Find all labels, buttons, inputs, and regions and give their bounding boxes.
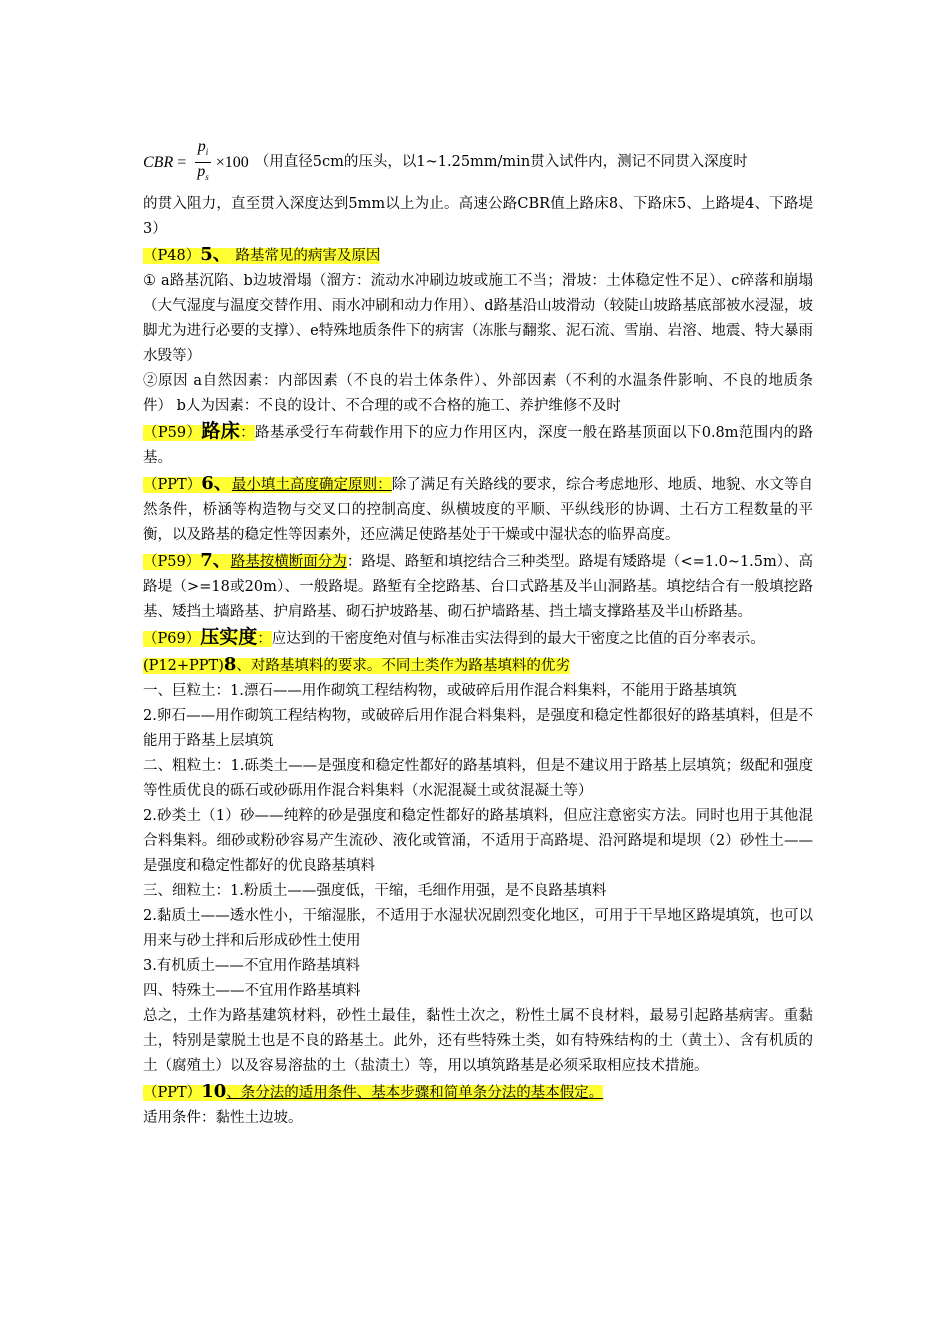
formula-description-head: （用直径5cm的压头，以1~1.25mm/min贯入试件内，测记不同贯入深度时 [254, 153, 748, 170]
section-5-ref: （P48） [143, 248, 201, 264]
section-8-number: 8 [223, 654, 237, 675]
cbr-formula [143, 138, 249, 185]
section-7-number: 7、 [200, 550, 231, 571]
section-6-title: 最小填土高度确定原则： [231, 477, 392, 493]
luchuang-text: 路基承受行车荷载作用下的应力作用区内，深度一般在路基顶面以下0.8m范围内的路基。 [143, 425, 813, 466]
section-8-line: 2.黏质土——透水性小，干缩湿胀，不适用于水湿状况剧烈变化地区，可用于干旱地区路堤填筑，也可以用来与砂土拌和后形成砂性土使用 [143, 908, 813, 949]
section-8-line: 总之，土作为路基建筑材料，砂性土最佳，黏性土次之，粉性土属不良材料，最易引起路基病害。重黏土，特别是蒙脱土也是不良的路基土。此外，还有些特殊土类，如有特殊结构的土（黄土）、含有机质的土（腐殖土）以及容易溶盐的土（盐渍土）等，用以填筑路基是必须采取相应技术措施。 [143, 1008, 813, 1074]
section-8-heading [143, 652, 813, 679]
section-8-line: 2.砂类土（1）砂——纯粹的砂是强度和稳定性都好的路基填料，但应注意密实方法。同时也用于其他混合料集料。细砂或粉砂容易产生流砂、液化或管涌，不适用于高路堤、沿河路堤和堤坝（2）砂性土——是强度和稳定性都好的优良路基填料 [143, 808, 813, 874]
document-body [143, 136, 813, 1131]
section-8-line: 四、特殊土——不宜用作路基填料 [143, 983, 361, 999]
section-5-number: 5、 [200, 244, 231, 265]
section-10-number: 10 [201, 1081, 227, 1102]
cbr-formula-line [143, 136, 813, 188]
formula-times: ×100 [215, 153, 249, 171]
section-10-title: 、条分法的适用条件、基本步骤和简单条分法的基本假定。 [226, 1085, 604, 1101]
section-5-title: 路基常见的病害及原因 [230, 248, 381, 264]
section-7-title: 路基按横断面分为 [230, 554, 347, 570]
section-10-heading [143, 1079, 813, 1106]
formula-numerator: $p_i$ [195, 138, 212, 162]
formula-denominator: $p_s$ [197, 162, 209, 182]
section-8-line: 二、粗粒土：1.砾类土——是强度和稳定性都好的路基填料，但是不建议用于路基上层填筑；级配和强度等性质优良的砾石或砂砾用作混合料集料（水泥混凝土或贫混凝土等） [143, 758, 813, 799]
section-7-text: 路堤、路堑和填挖结合三种类型。路堤有矮路堤（<=1.0~1.5m）、高路堤（>=18或20m）、一般路堤。路堑有全挖路基、台口式路基及半山洞路基。填挖结合有一般填挖路基、矮挡土墙路基、护肩路基、砌石护坡路基、砌石护墙路基、挡土墙支撑路基及半山桥路基。 [143, 554, 814, 620]
section-10-ref: （PPT） [143, 1085, 202, 1101]
section-10-text: 适用条件：黏性土边坡。 [143, 1110, 303, 1126]
formula-fraction [194, 138, 212, 185]
section-8-line: 三、细粒土：1.粉质土——强度低，干缩，毛细作用强，是不良路基填料 [143, 883, 607, 899]
section-7: （P59）7、路基按横断面分为：路堤、路堑和填挖结合三种类型。路堤有矮路堤（<=1.0~1.5m）、高路堤（>=18或20m）、一般路堤。路堑有全挖路基、台口式路基及半山洞路基。填挖结合有一般填挖路基、矮挡土墙路基、护肩路基、砌石护坡路基、砌石护墙路基、挡土墙支撑路基及半山桥路基。 [143, 550, 814, 620]
yashidu-text: 应达到的干密度绝对值与标准击实法得到的最大干密度之比值的百分率表示。 [271, 631, 765, 647]
section-8-title: 、对路基填料的要求。不同土类作为路基填料的优劣 [236, 658, 570, 674]
section-8-line: 3.有机质土——不宜用作路基填料 [143, 958, 360, 974]
yashidu-ref: （P69） [143, 631, 201, 647]
section-6 [143, 471, 813, 548]
section-7-ref: （P59） [143, 554, 201, 570]
section-8-ref: (P12+PPT) [143, 658, 224, 674]
section-5-heading [143, 242, 813, 269]
luchuang-term: 路床 [201, 420, 241, 442]
section-5-para-2: ②原因 a自然因素：内部因素（不良的岩土体条件）、外部因素（不利的水温条件影响、不良的地质条件） b人为因素：不良的设计、不合理的或不合格的施工、养护维修不及时 [143, 373, 813, 414]
section-6-text: 除了满足有关路线的要求，综合考虑地形、地质、地貌、水文等自然条件，桥涵等构造物与交叉口的控制高度、纵横坡度的平顺、平纵线形的协调、土石方工程数量的平衡，以及路基的稳定性等因素外，还应满足使路基处于干燥或中湿状态的临界高度。 [143, 477, 814, 543]
formula-lhs: CBR [143, 153, 174, 171]
luchuang-ref: （P59） [143, 425, 202, 441]
section-6-number: 6、 [201, 473, 232, 494]
section-5-para-1: ① a路基沉陷、b边坡滑塌（溜方：流动水冲刷边坡或施工不当；滑坡：土体稳定性不足）、c碎落和崩塌（大气湿度与温度交替作用、雨水冲刷和动力作用）、d路基沿山坡滑动（较陡山坡路基底部被水浸湿，坡脚尤为进行必要的支撑）、e特殊地质条件下的病害（冻胀与翻浆、泥石流、雪崩、岩溶、地震、特大暴雨水毁等） [143, 273, 813, 364]
yashidu-term: 压实度 [200, 626, 258, 648]
section-6-ref: （PPT） [143, 477, 202, 493]
luchuang-definition: （P59）路床：路基承受行车荷载作用下的应力作用区内，深度一般在路基顶面以下0.8m范围内的路基。 [143, 420, 813, 466]
yashidu-definition: （P69）压实度：应达到的干密度绝对值与标准击实法得到的最大干密度之比值的百分率表示。 [143, 626, 765, 648]
formula-description-tail: 的贯入阻力，直至贯入深度达到5mm以上为止。高速公路CBR值上路床8、下路床5、上路堤4、下路堤3） [143, 196, 813, 237]
formula-equals: = [177, 153, 187, 171]
section-8-line: 一、巨粒土：1.漂石——用作砌筑工程结构物，或破碎后用作混合料集料，不能用于路基填筑 [143, 683, 737, 699]
section-8-line: 2.卵石——用作砌筑工程结构物，或破碎后用作混合料集料，是强度和稳定性都很好的路基填料，但是不能用于路基上层填筑 [143, 708, 813, 749]
